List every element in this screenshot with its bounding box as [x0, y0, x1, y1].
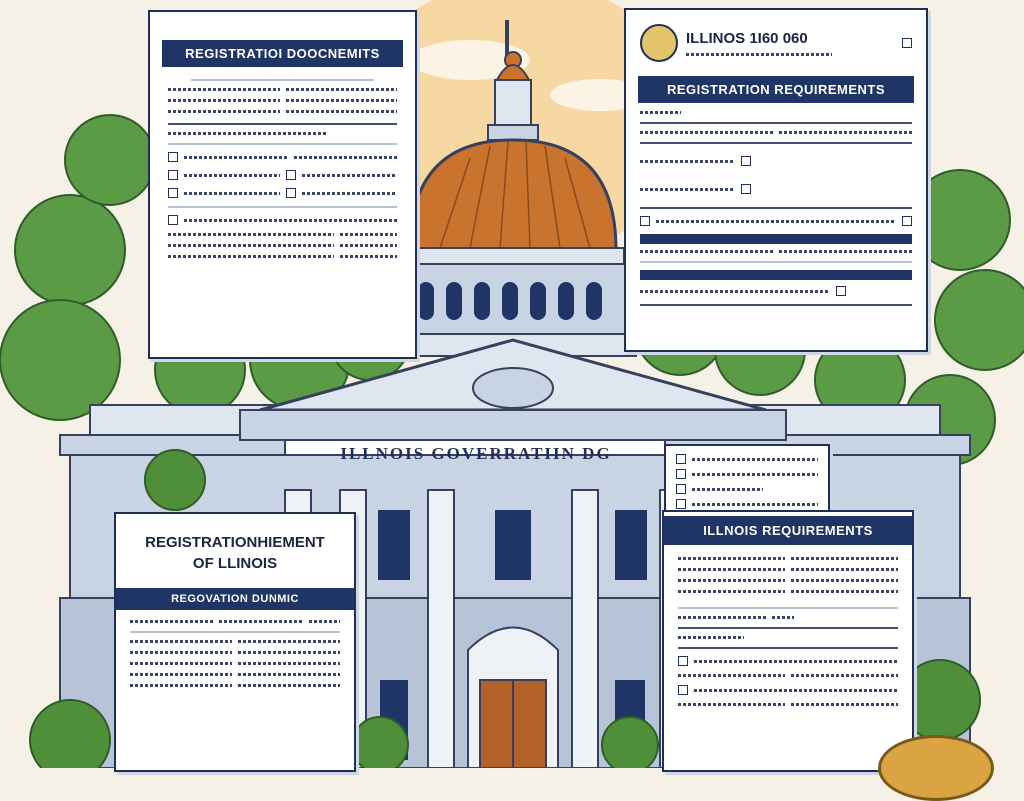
checkbox[interactable]	[168, 170, 178, 180]
checkbox[interactable]	[902, 216, 912, 226]
document-bottom-right-card	[664, 444, 830, 518]
checkbox[interactable]	[168, 188, 178, 198]
document-bottom-right	[662, 510, 914, 772]
checkbox[interactable]	[676, 499, 686, 509]
building-sign: ILLNOIS GOVERRATIIN DG	[340, 444, 612, 463]
form-body	[664, 557, 912, 706]
document-header	[626, 10, 926, 66]
document-banner: ILLNOIS REQUIREMENTS	[664, 516, 912, 545]
document-banner: REGISTRATION REQUIREMENTS	[638, 76, 914, 103]
section-bar	[640, 234, 912, 244]
document-bottom-left	[114, 512, 356, 772]
checkbox[interactable]	[678, 685, 688, 695]
checkbox[interactable]	[741, 156, 751, 166]
checkbox[interactable]	[676, 454, 686, 464]
checkbox[interactable]	[902, 38, 912, 48]
form-body	[150, 79, 415, 258]
form-body	[626, 111, 926, 306]
form-body	[116, 620, 354, 687]
checkbox[interactable]	[678, 656, 688, 666]
checklist	[666, 446, 828, 518]
checkbox[interactable]	[168, 215, 178, 225]
checkbox[interactable]	[836, 286, 846, 296]
seal-icon	[640, 24, 678, 62]
checkbox[interactable]	[741, 184, 751, 194]
document-title-line1: REGISTRATIONHIEMENT	[145, 534, 325, 551]
section-bar	[640, 270, 912, 280]
checkbox[interactable]	[640, 216, 650, 226]
document-title-line2: OF LLINOIS	[192, 555, 278, 572]
document-title: REGISTRATIOI DOOCNEMITS	[162, 40, 403, 67]
checkbox[interactable]	[168, 152, 178, 162]
checkbox[interactable]	[676, 484, 686, 494]
document-banner: REGOVATION DUNMIC	[116, 588, 354, 610]
checkbox[interactable]	[286, 170, 296, 180]
checkbox[interactable]	[676, 469, 686, 479]
gold-seal-icon	[878, 735, 994, 801]
checkbox[interactable]	[286, 188, 296, 198]
document-seal-title: ILLINOS 1I60 060	[686, 30, 808, 47]
document-top-left	[148, 10, 417, 359]
document-top-right	[624, 8, 928, 352]
